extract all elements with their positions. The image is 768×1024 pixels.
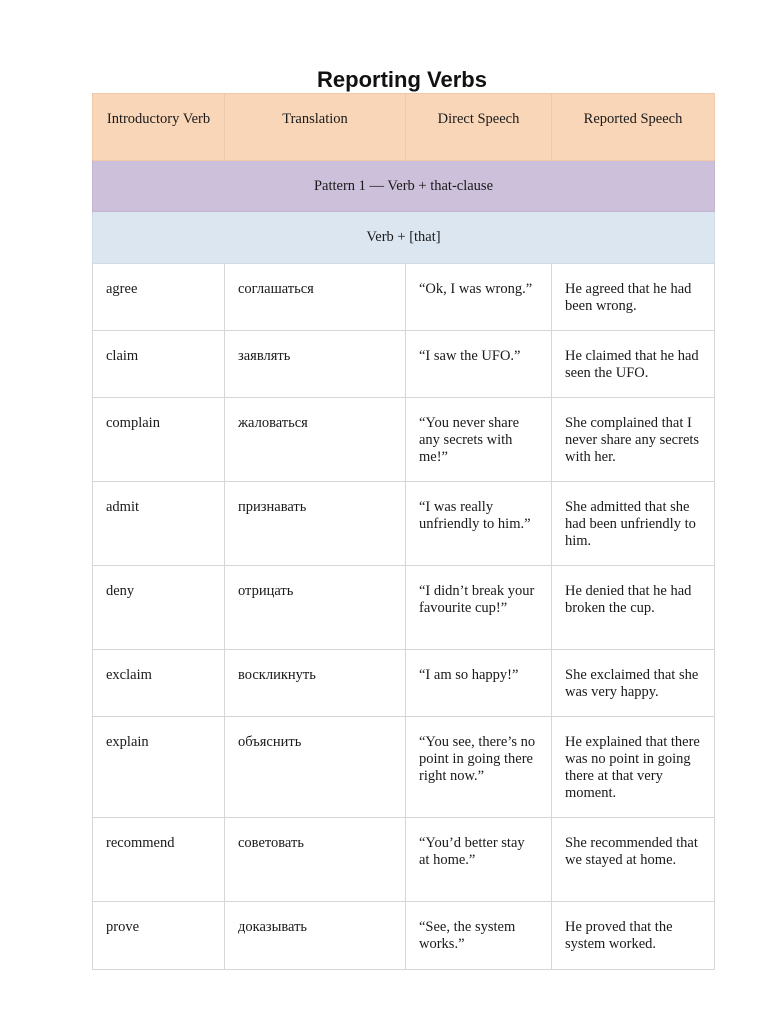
- translation-cell: советовать: [225, 818, 406, 902]
- verb-cell: explain: [93, 717, 225, 818]
- reported-speech-cell: She admitted that she had been unfriendly to him.: [552, 482, 715, 566]
- direct-speech-cell: “Ok, I was wrong.”: [406, 264, 552, 331]
- reported-speech-cell: She recommended that we stayed at home.: [552, 818, 715, 902]
- translation-cell: заявлять: [225, 331, 406, 398]
- verb-cell: agree: [93, 264, 225, 331]
- verb-cell: complain: [93, 398, 225, 482]
- table-header-row: [93, 94, 715, 161]
- translation-cell: жаловаться: [225, 398, 406, 482]
- subpattern-label: Verb + [that]: [93, 212, 715, 264]
- translation-cell: признавать: [225, 482, 406, 566]
- translation-cell: доказывать: [225, 902, 406, 970]
- reported-speech-cell: He denied that he had broken the cup.: [552, 566, 715, 650]
- direct-speech-cell: “I am so happy!”: [406, 650, 552, 717]
- reported-speech-cell: He explained that there was no point in going there at that very moment.: [552, 717, 715, 818]
- verb-cell: recommend: [93, 818, 225, 902]
- pattern-label: Pattern 1 — Verb + that-clause: [93, 161, 715, 212]
- header-reported-speech: Reported Speech: [552, 94, 715, 161]
- table-row: [93, 482, 715, 566]
- table-row: [93, 818, 715, 902]
- direct-speech-cell: “You see, there’s no point in going there right now.”: [406, 717, 552, 818]
- table-row: [93, 902, 715, 970]
- table-row: [93, 717, 715, 818]
- table-row: [93, 566, 715, 650]
- translation-cell: объяснить: [225, 717, 406, 818]
- verb-cell: exclaim: [93, 650, 225, 717]
- reported-speech-cell: She complained that I never share any secrets with her.: [552, 398, 715, 482]
- direct-speech-cell: “I saw the UFO.”: [406, 331, 552, 398]
- reported-speech-cell: He proved that the system worked.: [552, 902, 715, 970]
- verb-cell: admit: [93, 482, 225, 566]
- direct-speech-cell: “I didn’t break your favourite cup!”: [406, 566, 552, 650]
- reporting-verbs-table: [92, 93, 715, 970]
- reported-speech-cell: He agreed that he had been wrong.: [552, 264, 715, 331]
- verb-cell: claim: [93, 331, 225, 398]
- translation-cell: соглашаться: [225, 264, 406, 331]
- reported-speech-cell: She exclaimed that she was very happy.: [552, 650, 715, 717]
- verb-cell: prove: [93, 902, 225, 970]
- table-row: [93, 650, 715, 717]
- table-row: [93, 264, 715, 331]
- header-direct-speech: Direct Speech: [406, 94, 552, 161]
- verb-cell: deny: [93, 566, 225, 650]
- table-row: [93, 331, 715, 398]
- pattern-row: [93, 161, 715, 212]
- direct-speech-cell: “I was really unfriendly to him.”: [406, 482, 552, 566]
- direct-speech-cell: “See, the system works.”: [406, 902, 552, 970]
- translation-cell: воскликнуть: [225, 650, 406, 717]
- subpattern-row: [93, 212, 715, 264]
- direct-speech-cell: “You’d better stay at home.”: [406, 818, 552, 902]
- reported-speech-cell: He claimed that he had seen the UFO.: [552, 331, 715, 398]
- page-title: Reporting Verbs: [317, 67, 487, 92]
- header-translation: Translation: [225, 94, 406, 161]
- translation-cell: отрицать: [225, 566, 406, 650]
- table-row: [93, 398, 715, 482]
- direct-speech-cell: “You never share any secrets with me!”: [406, 398, 552, 482]
- header-introductory-verb: Introductory Verb: [93, 94, 225, 161]
